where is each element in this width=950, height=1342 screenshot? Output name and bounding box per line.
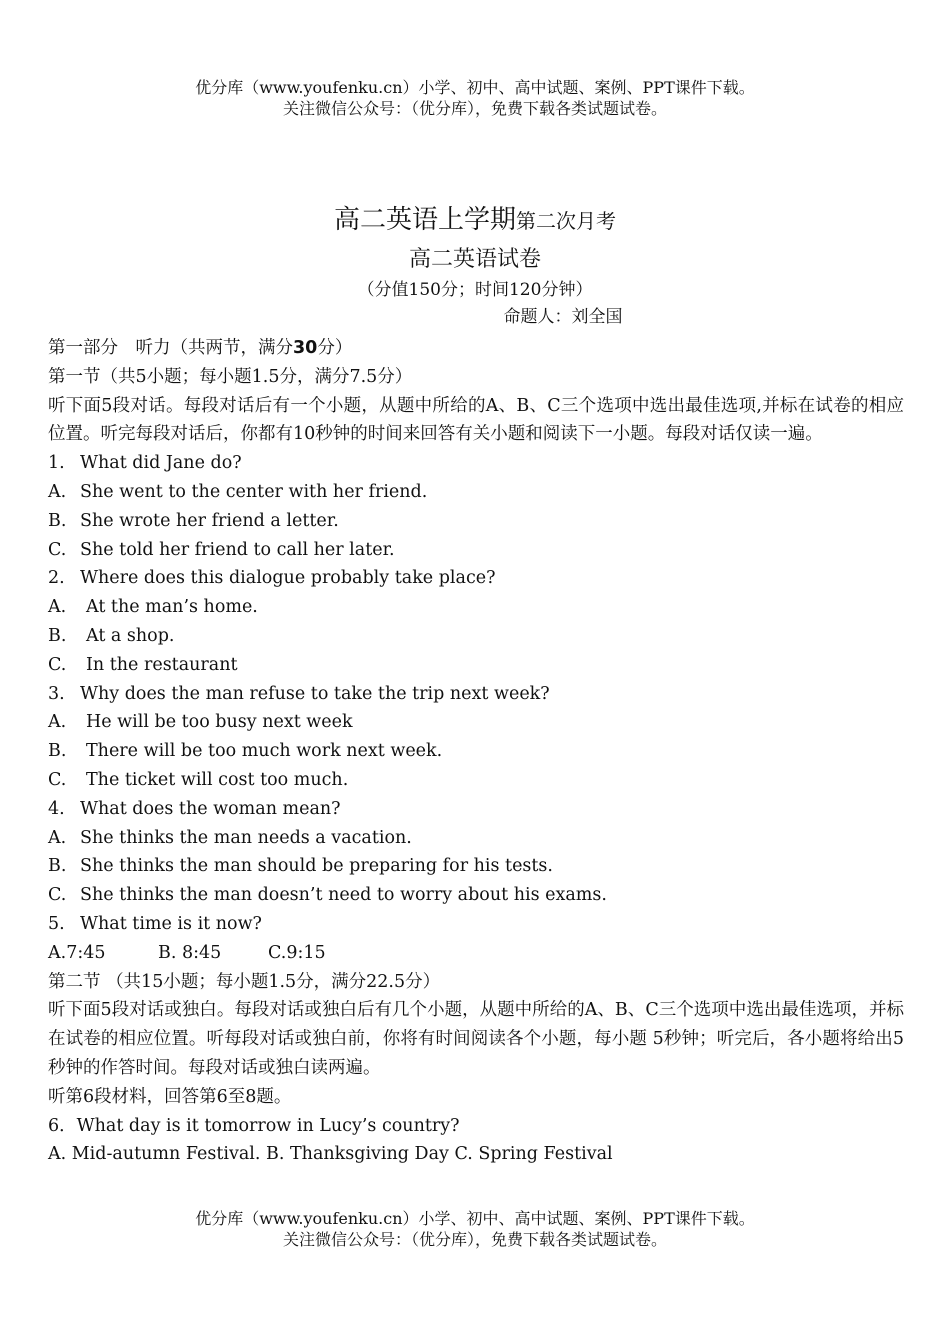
footer-line-2: 关注微信公众号：（优分库），免费下载各类试题试卷。	[282, 1230, 667, 1249]
question-6-options: A. Mid-autumn Festival. B. Thanksgiving Day C. Spring Festival	[48, 1144, 613, 1165]
header-line-1: 优分库（www.youfenku.cn）小学、初中、高中试题、案例、PPT课件下载。	[195, 78, 755, 97]
option-label: A.	[48, 712, 67, 733]
exam-title	[0, 200, 950, 241]
exam-title-small: 第二次月考	[516, 209, 616, 233]
option-text: She wrote her friend a letter.	[80, 510, 339, 531]
option-label: C.	[48, 539, 67, 560]
option-text: She thinks the man doesn’t need to worry about his exams.	[80, 885, 607, 906]
option-label: C.	[48, 885, 67, 906]
option-label: B.	[48, 625, 67, 646]
option-label: C.	[268, 942, 287, 963]
title-block	[0, 200, 950, 331]
option-label: B.	[48, 741, 67, 762]
material-note: 听第6段材料，回答第6至8题。	[48, 1086, 292, 1107]
option-5c	[268, 939, 326, 968]
question-1	[48, 449, 904, 478]
option-text: 9:15	[286, 942, 326, 963]
option-text: 8:45	[182, 942, 222, 963]
option-label: A.	[48, 481, 67, 502]
question-text: What did Jane do?	[80, 453, 242, 474]
part1-heading	[48, 334, 904, 363]
option-text: She went to the center with her friend.	[80, 481, 428, 502]
part1-heading-text: 第一部分 听力（共两节，满分	[48, 338, 293, 358]
section1-instructions: 听下面5段对话。每段对话后有一个小题，从题中所给的A、B、C三个选项中选出最佳选项,并标在试卷的相应位置。听完每段对话后，你都有10秒钟的时间来回答有关小题和阅读下一小题。每段对话仅读一遍。	[48, 395, 904, 445]
option-text: At the man’s home.	[86, 597, 258, 618]
section2-instructions: 听下面5段对话或独白。每段对话或独白后有几个小题，从题中所给的A、B、C三个选项中选出最佳选项，并标在试卷的相应位置。听每段对话或独白前，你将有时间阅读各个小题，每小题 5秒钟；听完后，各小题将给出5秒钟的作答时间。每段对话或独白读两遍。	[48, 1000, 904, 1078]
option-label: B.	[158, 942, 177, 963]
question-number: 5.	[48, 913, 65, 934]
question-number: 2.	[48, 568, 65, 589]
part1-heading-suffix: 分）	[317, 338, 353, 358]
option-label: C.	[48, 654, 67, 675]
question-5-options	[48, 939, 904, 968]
option-2a	[48, 593, 904, 622]
author: 命题人：刘全国	[503, 307, 623, 327]
option-5a	[48, 939, 158, 968]
option-text: He will be too busy next week	[86, 712, 353, 733]
option-label: C.	[48, 769, 67, 790]
question-text: What time is it now?	[80, 913, 262, 934]
option-text: 7:45	[66, 942, 106, 963]
question-number: 6．	[48, 1115, 77, 1136]
option-text: She thinks the man should be preparing for his tests.	[80, 856, 553, 877]
section1-heading: 第一节（共5小题；每小题1.5分，满分7.5分）	[48, 366, 413, 387]
question-text: Why does the man refuse to take the trip next week?	[80, 683, 550, 704]
header-line-2: 关注微信公众号：（优分库），免费下载各类试题试卷。	[282, 99, 667, 118]
question-3	[48, 680, 904, 709]
option-4a	[48, 824, 904, 853]
question-4	[48, 795, 904, 824]
question-6	[48, 1112, 904, 1141]
option-text: She thinks the man needs a vacation.	[80, 827, 412, 848]
score-info: （分值150分；时间120分钟）	[357, 280, 593, 300]
question-5	[48, 910, 904, 939]
option-3a	[48, 708, 904, 737]
exam-title-main: 高二英语上学期	[333, 205, 516, 235]
option-label: A.	[48, 942, 67, 963]
option-2c	[48, 651, 904, 680]
section2-heading: 第二节 （共15小题；每小题1.5分，满分22.5分）	[48, 971, 441, 992]
exam-content	[48, 334, 904, 1169]
question-text: What does the woman mean?	[80, 798, 341, 819]
option-label: B.	[48, 856, 67, 877]
option-label: A.	[48, 827, 67, 848]
footer-line-1: 优分库（www.youfenku.cn）小学、初中、高中试题、案例、PPT课件下载。	[195, 1209, 755, 1228]
option-label: A.	[48, 597, 67, 618]
option-2b	[48, 622, 904, 651]
option-3c	[48, 766, 904, 795]
part1-heading-score: 30	[293, 338, 318, 358]
question-text: What day is it tomorrow in Lucy’s country?	[76, 1115, 460, 1136]
option-4b	[48, 852, 904, 881]
page-header	[0, 77, 950, 119]
exam-subtitle: 高二英语试卷	[408, 247, 541, 272]
question-number: 1.	[48, 453, 65, 474]
option-text: There will be too much work next week.	[86, 741, 443, 762]
page-footer	[0, 1208, 950, 1250]
question-number: 3.	[48, 683, 65, 704]
question-number: 4.	[48, 798, 65, 819]
option-5b	[158, 939, 268, 968]
option-label: B.	[48, 510, 67, 531]
question-2	[48, 564, 904, 593]
option-1b	[48, 507, 904, 536]
option-text: At a shop.	[86, 625, 175, 646]
option-text: The ticket will cost too much.	[86, 769, 349, 790]
option-text: In the restaurant	[86, 654, 238, 675]
option-text: She told her friend to call her later.	[80, 539, 395, 560]
option-3b	[48, 737, 904, 766]
question-text: Where does this dialogue probably take place?	[80, 568, 496, 589]
option-4c	[48, 881, 904, 910]
option-1a	[48, 478, 904, 507]
option-1c	[48, 536, 904, 565]
